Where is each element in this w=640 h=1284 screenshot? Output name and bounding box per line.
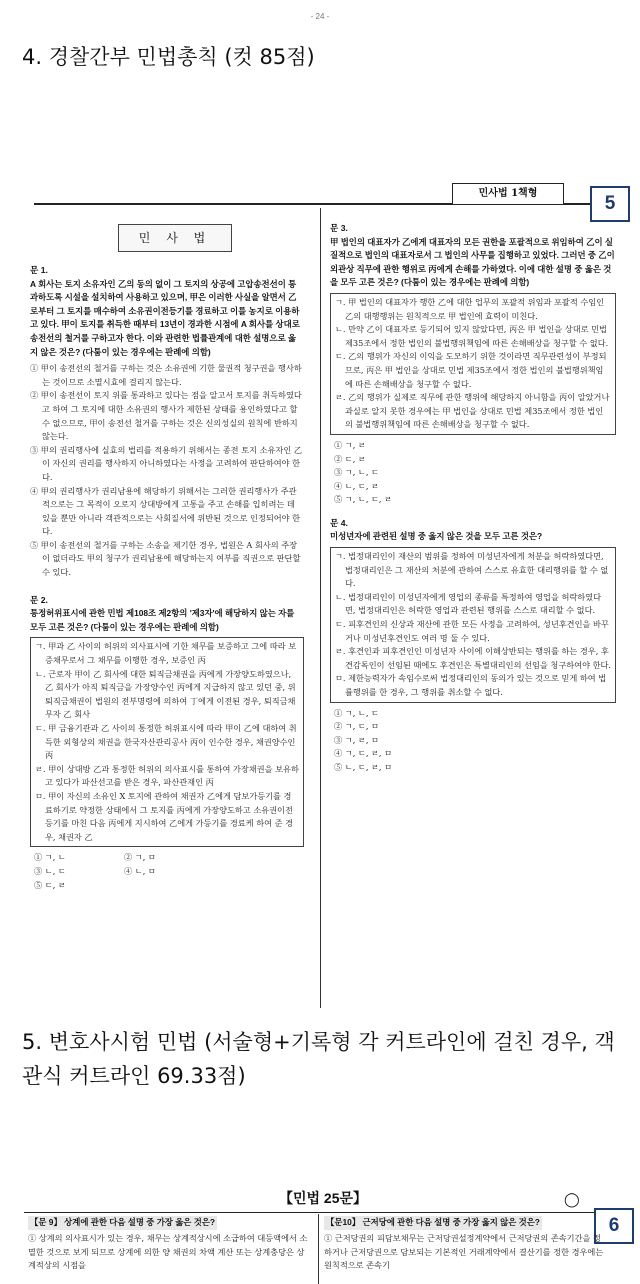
q2-text: 통정허위표시에 관한 민법 제108조 제2항의 '제3자'에 해당하지 않는 자를 모두 고른 것은? (다툼이 있는 경우에는 판례에 의함) — [30, 608, 295, 632]
image-badge: 5 — [590, 186, 630, 222]
q9-heading: 【문 9】 상계에 관한 다음 설명 중 가장 옳은 것은? — [28, 1216, 217, 1230]
q1-option: ① 甲이 송전선의 철거를 구하는 것은 소유권에 기한 물권적 청구권을 행사하는 것이므로 소멸시효에 걸리지 않는다. — [30, 363, 302, 387]
q2-answer: ② ㄱ, ㅁ — [124, 852, 156, 863]
q3-item: ㄹ. 乙의 행위가 실제로 직무에 관한 행위에 해당하지 아니함을 丙이 알았거나 과실로 알지 못한 경우에는 甲 법인을 상대로 민법 제35조에서 정한 법인의 불법행위책임에 따른 손해배상을 청구할 수 없다. — [335, 392, 610, 430]
q2-answer: ① ㄱ, ㄴ — [34, 852, 66, 863]
q2-item: ㅁ. 甲이 자신의 소유인 X 토지에 관하여 채권자 乙에게 담보가등기를 경료하기로 약정한 상태에서 그 토지를 丙에게 가장양도하고 소유권이전등기를 마친 다음 丙에게 지시하여 乙에게 가등기를 경료케 하여 준 경우, 채권자 乙 — [35, 790, 294, 842]
q4-item: ㄴ. 법정대리인이 미성년자에게 영업의 종류를 특정하여 영업을 허락하였다면, 법정대리인은 허락한 영업과 관련된 행위를 스스로 대리할 수 없다. — [335, 591, 602, 616]
q3-item: ㄴ. 만약 乙이 대표자로 등기되어 있지 않았다면, 丙은 甲 법인을 상대로 민법 제35조에서 정한 법인의 불법행위책임에 따른 손해배상을 청구할 수 없다. — [335, 324, 609, 348]
q2-answer: ④ ㄴ, ㅁ — [124, 865, 156, 876]
q2-item: ㄴ. 근로자 甲이 乙 회사에 대한 퇴직금채권을 丙에게 가장양도하였으나, 乙 회사가 아직 퇴직금을 가장양수인 丙에게 지급하지 않고 있던 중, 위 퇴직금채권이 법원의 전부명령에 의하여 丁에게 이전된 경우, 퇴직금채무자 乙 회사 — [35, 668, 296, 720]
section-heading-bar-exam: 5. 변호사시험 민법 (서술형+기록형 각 커트라인에 걸친 경우, 객관식 커트라인 69.33점) — [22, 1030, 615, 1088]
q4-item: ㄹ. 후견인과 피후견인인 미성년자 사이에 이해상반되는 행위를 하는 경우, 후견감독인이 선임된 때에도 후견인은 특별대리인의 선임을 청구하여야 한다. — [335, 646, 612, 670]
q4-items-box — [330, 547, 616, 703]
top-rule — [24, 1212, 622, 1213]
section-heading-police-exam: 4. 경찰간부 민법총칙 (컷 85점) — [22, 45, 315, 69]
column-divider — [320, 208, 321, 1008]
q3-answer: ① ㄱ, ㄹ — [334, 439, 366, 450]
q1-option: ⑤ 甲이 송전선의 철거를 구하는 소송을 제기한 경우, 법원은 A 회사의 주장이 없더라도 甲의 청구가 권리남용에 해당하는지 여부를 직권으로 판단할 수 있다. — [30, 539, 301, 578]
q3-items-box — [330, 293, 616, 435]
q2-answer: ⑤ ㄷ, ㄹ — [34, 879, 66, 890]
exam-type-label: 민사법 1책형 — [452, 183, 564, 205]
exam-scan-bar-exam — [24, 1190, 622, 1280]
q10-heading: 【문10】 근저당에 관한 다음 설명 중 가장 옳지 않은 것은? — [324, 1216, 542, 1230]
q2-item: ㄱ. 甲과 乙 사이의 허위의 의사표시에 기한 채무를 보증하고 그에 따라 보증채무로서 그 채무를 이행한 경우, 보증인 丙 — [35, 641, 297, 666]
q4-item: ㄱ. 법정대리인이 재산의 범위를 정하여 미성년자에게 처분을 허락하였다면, 법정대리인은 그 재산의 처분에 관하여 스스로 유효한 대리행위를 할 수 없다. — [335, 551, 609, 589]
q4-item: ㅁ. 제한능력자가 속임수로써 법정대리인의 동의가 있는 것으로 믿게 하여 법률행위를 한 경우, 그 행위를 취소할 수 없다. — [335, 673, 607, 697]
right-column — [330, 216, 616, 775]
q3-answers — [330, 439, 616, 507]
q4-answer: ② ㄱ, ㄷ, ㅁ — [334, 721, 379, 732]
q2-answers — [30, 851, 214, 892]
q1-option: ③ 甲의 권리행사에 실효의 법리를 적용하기 위해서는 종전 토지 소유자인 乙이 자신의 권리를 행사하지 아니하였다는 사정을 고려하여 판단하여야 한다. — [30, 444, 303, 482]
q3-answer: ⑤ ㄱ, ㄴ, ㄷ, ㄹ — [334, 494, 393, 505]
q3-answer: ③ ㄱ, ㄴ, ㄷ — [334, 467, 379, 478]
image-badge: 6 — [594, 1208, 634, 1244]
q2-items-box — [30, 637, 304, 847]
page-number: - 24 - — [310, 12, 330, 21]
q10-option-text: ① 근저당권의 피담보채무는 근저당권설정계약에서 근저당권의 존속기간을 정하거나 근저당권으로 담보되는 기본적인 거래계약에서 결산기를 정한 경우에는 원칙적으로 존속기 — [324, 1233, 604, 1271]
q3-answer: ④ ㄴ, ㄷ, ㄹ — [334, 480, 379, 491]
q1-option: ④ 甲의 권리행사가 권리남용에 해당하기 위해서는 그러한 권리행사가 주관적으로는 그 목적이 오로지 상대방에게 고통을 주고 손해를 입히려는 데 있을 뿐만 아니라 객관적으로는 사회질서에 위반된 것으로 인정되어야 한다. — [30, 485, 301, 537]
q2-answer: ③ ㄴ, ㄷ — [34, 865, 66, 876]
q2-item: ㄹ. 甲이 상대방 乙과 통정한 허위의 의사표시를 통하여 가장채권을 보유하고 있다가 파산선고를 받은 경우, 파산관재인 丙 — [35, 763, 299, 788]
q3-answer: ② ㄷ, ㄹ — [334, 453, 366, 464]
exam-scan-civil-law — [24, 176, 622, 1012]
q4-answer: ③ ㄱ, ㄹ, ㅁ — [334, 734, 379, 745]
q4-number: 문 4. — [330, 517, 348, 528]
subject-title: 민 사 법 — [118, 224, 232, 252]
q3-number: 문 3. — [330, 223, 348, 233]
q2-item: ㄷ. 甲 금융기관과 乙 사이의 통정한 허위표시에 따라 甲이 乙에 대하여 취득한 외형상의 채권을 한국자산관리공사 丙이 인수한 경우, 채권양수인 丙 — [35, 723, 297, 761]
q4-item: ㄷ. 피후견인의 신상과 재산에 관한 모든 사정을 고려하여, 성년후견인을 바꾸거나 미성년후견인도 여러 명 둘 수 있다. — [335, 619, 609, 643]
left-column — [30, 216, 304, 892]
q9-option-text: ① 상계의 의사표시가 있는 경우, 채무는 상계적상시에 소급하여 대등액에서 소멸한 것으로 보게 되므로 상계에 의한 양 채권의 차액 계산 또는 상계충당은 상계적상의 시점을 — [28, 1233, 308, 1271]
column-divider — [318, 1214, 319, 1284]
exam2-title: 【민법 25문】 — [278, 1190, 368, 1206]
q1-option: ② 甲이 송전선이 토지 위를 통과하고 있다는 점을 알고서 토지를 취득하였다고 하여 그 토지에 대한 소유권의 행사가 제한된 상태를 용인하였다고 할 수 없으므로, 甲이 송전선 철거를 구하는 것은 신의성실의 원칙에 반하지 않는다. — [30, 390, 302, 442]
circle-mark: ◯ — [564, 1192, 580, 1208]
q3-text: 甲 법인의 대표자가 乙에게 대표자의 모든 권한을 포괄적으로 위임하여 乙이 실질적으로 법인의 대표자로서 그 법인의 사무를 집행하고 있었다. 그러던 중 乙이 외관상 직무에 관한 행위로 丙에게 손해를 가하였다. 이에 대한 설명 중 옳은 것을 모두 고른 것은? (다툼이 있는 경우에는 판례에 의함) — [330, 236, 615, 288]
q1-number: 문 1. — [30, 265, 48, 275]
q4-answers — [330, 707, 616, 775]
q4-text: 미성년자에 관련된 설명 중 옳지 않은 것을 모두 고른 것은? — [330, 531, 543, 542]
q2-number: 문 2. — [30, 594, 48, 605]
q4-answer: ⑤ ㄴ, ㄷ, ㄹ, ㅁ — [334, 761, 393, 772]
q4-answer: ① ㄱ, ㄴ, ㄷ — [334, 707, 379, 718]
q1-text: A 회사는 토지 소유자인 乙의 동의 없이 그 토지의 상공에 고압송전선이 통과하도록 시설을 설치하여 사용하고 있으며, 甲은 이러한 사실을 알면서 乙로부터 그 토지를 매수하여 소유권이전등기를 경료하고 이를 농지로 이용하고 있다. 甲이 토지를 취득한 때부터 13년이 경과한 시점에 A 회사를 상대로 송전선의 철거를 구하고자 한다. 이와 관련한 법률관계에 대한 설명으로 옳지 않은 것은? (다툼이 있는 경우에는 판례에 의함) — [30, 278, 300, 357]
q4-answer: ④ ㄱ, ㄷ, ㄹ, ㅁ — [334, 748, 393, 759]
q3-item: ㄷ. 乙의 행위가 자신의 이익을 도모하기 위한 것이라면 직무관련성이 부정되므로, 丙은 甲 법인을 상대로 민법 제35조에서 정한 법인의 불법행위책임에 따른 손해배상을 청구할 수 없다. — [335, 351, 607, 389]
q3-item: ㄱ. 甲 법인의 대표자가 행한 乙에 대한 업무의 포괄적 위임과 포괄적 수임인 乙의 대행행위는 원칙적으로 甲 법인에 효력이 미친다. — [335, 296, 605, 321]
